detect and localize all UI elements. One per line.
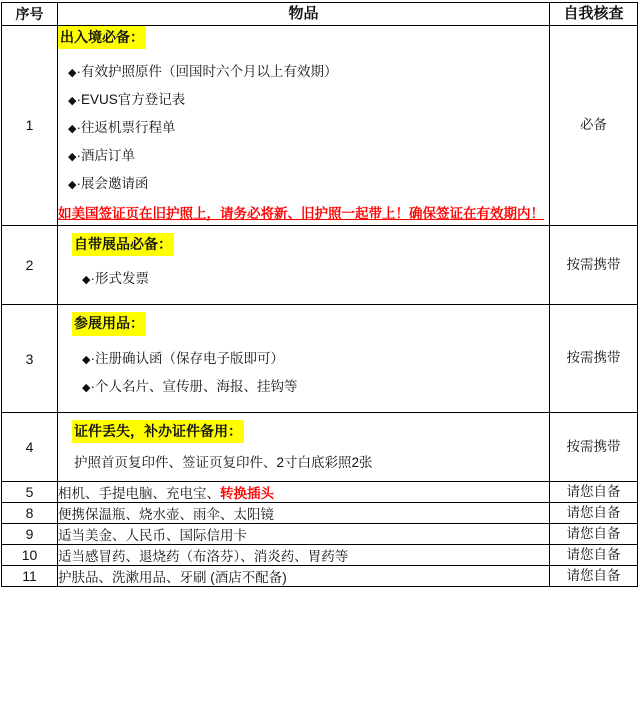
row-item-content (58, 305, 550, 413)
table-row (2, 412, 638, 482)
row-number: 4 (2, 412, 58, 482)
diamond-icon: ◆ (68, 95, 77, 108)
row-check-status: 请您自备 (550, 566, 638, 587)
table-header-row (2, 3, 638, 26)
row-text: 相机、手提电脑、充电宝、 (58, 486, 220, 502)
row-item-content: 适当美金、人民币、国际信用卡 (58, 524, 550, 545)
bullet-label: 展会邀请函 (80, 176, 149, 192)
section-title: 出入境必备： (58, 26, 146, 50)
row-check-status: 按需携带 (550, 225, 638, 305)
diamond-icon: ◆ (82, 274, 91, 287)
table-row (2, 482, 638, 503)
table-row (2, 503, 638, 524)
row-number: 10 (2, 545, 58, 566)
warning-note (58, 203, 549, 225)
section-title: 参展用品： (72, 312, 146, 336)
row-item-content (58, 25, 550, 225)
table-row (2, 305, 638, 413)
bullet-item: ◆·酒店订单 (68, 148, 135, 164)
bullet-item: ◆·注册确认函（保存电子版即可） (82, 350, 284, 366)
table-row (2, 225, 638, 305)
bullet-item: ◆·展会邀请函 (68, 176, 149, 192)
diamond-icon: ◆ (68, 151, 77, 164)
row-number: 9 (2, 524, 58, 545)
row-number: 3 (2, 305, 58, 413)
bullet-label: 形式发票 (94, 271, 149, 287)
row-check-status: 请您自备 (550, 524, 638, 545)
warning-text: 如美国签证页在旧护照上，请务必将新、旧护照一起带上！确保签证在有效期内！ (58, 206, 544, 222)
bullet-label: 注册确认函（保存电子版即可） (94, 350, 284, 366)
bullet-label: 个人名片、宣传册、海报、挂钩等 (94, 378, 298, 394)
section-title: 自带展品必备： (72, 233, 174, 257)
row-item-content (58, 225, 550, 305)
table-row (2, 545, 638, 566)
bullet-label: 有效护照原件（回国时六个月以上有效期） (80, 64, 338, 80)
row-check-status: 请您自备 (550, 503, 638, 524)
diamond-icon: ◆ (82, 381, 91, 394)
bullet-item: ◆·EVUS官方登记表 (68, 92, 186, 108)
row-item-content (58, 412, 550, 482)
packing-checklist-table (1, 2, 638, 587)
bullet-label: EVUS官方登记表 (80, 92, 186, 108)
diamond-icon: ◆ (68, 123, 77, 136)
diamond-icon: ◆ (82, 353, 91, 366)
row-check-status: 请您自备 (550, 482, 638, 503)
bullet-item: ◆·往返机票行程单 (68, 120, 176, 136)
bullet-item: ◆·形式发票 (82, 271, 149, 287)
row-check-status: 按需携带 (550, 412, 638, 482)
row-check-status: 请您自备 (550, 545, 638, 566)
row-check-status: 必备 (550, 25, 638, 225)
row-text-highlight: 转换插头 (220, 486, 274, 502)
row-detail-text: 护照首页复印件、签证页复印件、2寸白底彩照2张 (74, 455, 373, 471)
header-check: 自我核查 (550, 3, 638, 26)
bullet-label: 往返机票行程单 (80, 120, 176, 136)
section-title: 证件丢失，补办证件备用： (72, 420, 244, 444)
table-row (2, 524, 638, 545)
row-check-status: 按需携带 (550, 305, 638, 413)
row-item-content: 便携保温瓶、烧水壶、雨伞、太阳镜 (58, 503, 550, 524)
table-row (2, 25, 638, 225)
row-number: 2 (2, 225, 58, 305)
diamond-icon: ◆ (68, 67, 77, 80)
bullet-item: ◆·有效护照原件（回国时六个月以上有效期） (68, 64, 338, 80)
header-item: 物品 (58, 3, 550, 26)
row-item-content (58, 482, 550, 503)
row-number: 11 (2, 566, 58, 587)
header-no: 序号 (2, 3, 58, 26)
row-item-content: 护肤品、洗漱用品、牙刷 (酒店不配备) (58, 566, 550, 587)
bullet-item: ◆·个人名片、宣传册、海报、挂钩等 (82, 378, 298, 394)
row-number: 1 (2, 25, 58, 225)
row-number: 5 (2, 482, 58, 503)
table-row (2, 566, 638, 587)
bullet-label: 酒店订单 (80, 148, 135, 164)
diamond-icon: ◆ (68, 179, 77, 192)
row-number: 8 (2, 503, 58, 524)
row-item-content: 适当感冒药、退烧药（布洛芬）、消炎药、胃药等 (58, 545, 550, 566)
